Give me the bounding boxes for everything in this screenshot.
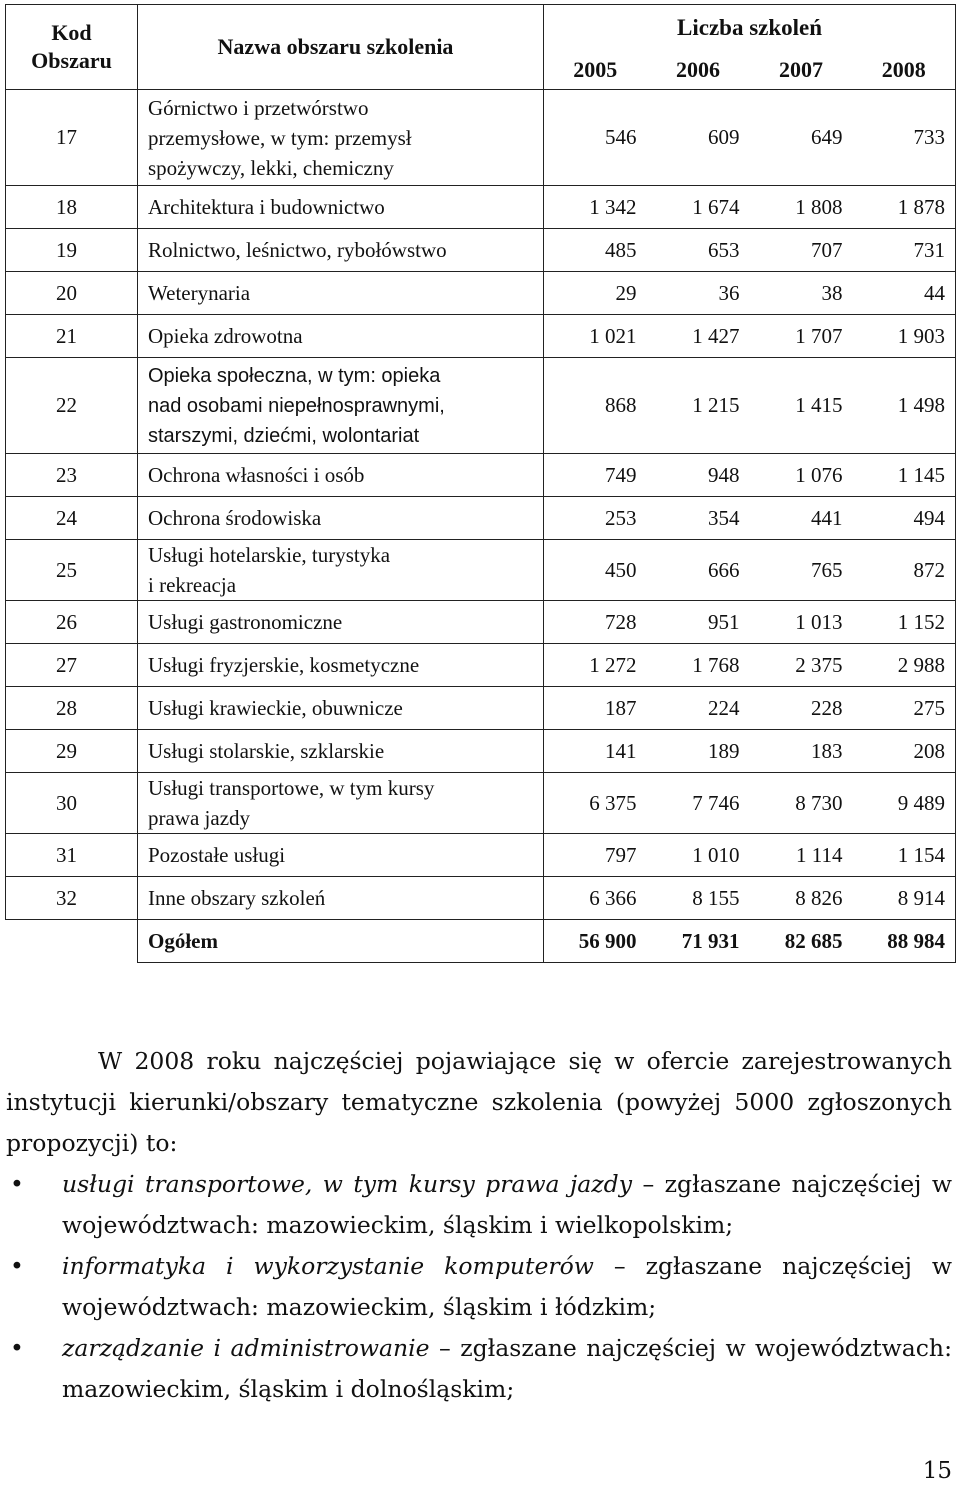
row-value: 494	[853, 497, 956, 540]
row-code: 24	[6, 497, 138, 540]
row-value: 1 076	[750, 454, 853, 497]
row-code: 22	[6, 358, 138, 454]
row-value: 1 154	[853, 834, 956, 877]
row-value: 8 730	[750, 773, 853, 834]
row-value: 1 342	[544, 186, 647, 229]
bullet-icon: •	[10, 1170, 24, 1198]
row-value: 609	[647, 90, 750, 186]
list-item	[6, 1246, 952, 1328]
row-value: 354	[647, 497, 750, 540]
table-row	[6, 497, 956, 540]
total-value: 56 900	[544, 920, 647, 963]
row-name	[138, 644, 544, 687]
row-value: 797	[544, 834, 647, 877]
row-code: 31	[6, 834, 138, 877]
row-value: 8 826	[750, 877, 853, 920]
list-item-topic: zarządzanie i administrowanie	[62, 1334, 430, 1362]
row-value: 187	[544, 687, 647, 730]
row-name-line: nad osobami niepełnosprawnymi,	[148, 394, 445, 417]
row-code: 19	[6, 229, 138, 272]
row-value: 1 010	[647, 834, 750, 877]
header-name: Nazwa obszaru szkolenia	[138, 5, 544, 90]
list-item	[6, 1164, 952, 1246]
row-value: 1 013	[750, 601, 853, 644]
list-item-text: – zgłaszane najczęściej w województwach: mazowieckim, śląskim i wielkopolskim;	[62, 1170, 952, 1239]
row-name-line: Usługi gastronomiczne	[148, 610, 343, 634]
row-name-line: Opieka społeczna, w tym: opieka	[148, 364, 441, 387]
row-value: 9 489	[853, 773, 956, 834]
row-value: 1 215	[647, 358, 750, 454]
row-code: 29	[6, 730, 138, 773]
table-row	[6, 90, 956, 186]
row-name-line: prawa jazdy	[148, 806, 251, 830]
table-row	[6, 229, 956, 272]
row-value: 731	[853, 229, 956, 272]
table-row	[6, 315, 956, 358]
row-code: 28	[6, 687, 138, 730]
row-name-line: starszymi, dziećmi, wolontariat	[148, 424, 420, 447]
header-year: 2008	[853, 51, 956, 90]
row-value: 441	[750, 497, 853, 540]
row-name-line: i rekreacja	[148, 573, 237, 597]
total-blank-cell	[6, 920, 138, 963]
total-label: Ogółem	[138, 920, 544, 963]
body-paragraph: W 2008 roku najczęściej pojawiające się w ofercie zarejestrowanych instytucji kierunki/obszary tematyczne szkolenia (powyżej 5000 zgłoszonych propozycji) to:	[6, 1047, 952, 1157]
total-value: 88 984	[853, 920, 956, 963]
training-table	[5, 4, 956, 963]
table-row	[6, 358, 956, 454]
row-code: 30	[6, 773, 138, 834]
table-row	[6, 834, 956, 877]
row-name	[138, 773, 544, 834]
row-value: 6 366	[544, 877, 647, 920]
row-value: 6 375	[544, 773, 647, 834]
row-name-line: Inne obszary szkoleń	[148, 886, 326, 910]
row-value: 450	[544, 540, 647, 601]
row-value: 183	[750, 730, 853, 773]
row-code: 32	[6, 877, 138, 920]
table-row	[6, 601, 956, 644]
table-row	[6, 644, 956, 687]
row-value: 29	[544, 272, 647, 315]
header-year: 2005	[544, 51, 647, 90]
table-row	[6, 454, 956, 497]
row-value: 733	[853, 90, 956, 186]
table-row	[6, 272, 956, 315]
row-name	[138, 229, 544, 272]
row-name-line: Usługi transportowe, w tym kursy	[148, 776, 435, 800]
row-value: 1 427	[647, 315, 750, 358]
row-value: 1 415	[750, 358, 853, 454]
row-value: 1 145	[853, 454, 956, 497]
row-value: 872	[853, 540, 956, 601]
row-value: 1 903	[853, 315, 956, 358]
row-value: 228	[750, 687, 853, 730]
row-name	[138, 186, 544, 229]
row-value: 728	[544, 601, 647, 644]
row-name	[138, 601, 544, 644]
total-value: 82 685	[750, 920, 853, 963]
list-item-text: – zgłaszane najczęściej w województwach: mazowieckim, śląskim i dolnośląskim;	[62, 1334, 952, 1403]
header-year: 2006	[647, 51, 750, 90]
row-value: 1 878	[853, 186, 956, 229]
row-value: 1 152	[853, 601, 956, 644]
row-code: 23	[6, 454, 138, 497]
row-name	[138, 358, 544, 454]
row-name	[138, 272, 544, 315]
row-value: 1 498	[853, 358, 956, 454]
total-row	[6, 920, 956, 963]
list-item-topic: usługi transportowe, w tym kursy prawa jazdy	[62, 1170, 633, 1198]
table-row	[6, 877, 956, 920]
row-value: 868	[544, 358, 647, 454]
row-value: 224	[647, 687, 750, 730]
row-value: 2 375	[750, 644, 853, 687]
row-value: 1 808	[750, 186, 853, 229]
header-count: Liczba szkoleń	[544, 5, 956, 52]
row-code: 27	[6, 644, 138, 687]
row-value: 749	[544, 454, 647, 497]
row-value: 951	[647, 601, 750, 644]
row-name	[138, 497, 544, 540]
table-row	[6, 730, 956, 773]
row-name-line: Górnictwo i przetwórstwo	[148, 95, 369, 120]
row-name-line: przemysłowe, w tym: przemysł	[148, 125, 412, 150]
row-value: 208	[853, 730, 956, 773]
table-row	[6, 186, 956, 229]
row-name-line: spożywczy, lekki, chemiczny	[148, 155, 394, 180]
row-name-line: Opieka zdrowotna	[148, 324, 303, 348]
row-name	[138, 877, 544, 920]
row-value: 485	[544, 229, 647, 272]
row-name	[138, 540, 544, 601]
row-value: 653	[647, 229, 750, 272]
row-name-line: Rolnictwo, leśnictwo, rybołówstwo	[148, 238, 447, 262]
bullet-list	[6, 1164, 952, 1410]
row-value: 7 746	[647, 773, 750, 834]
row-name	[138, 315, 544, 358]
row-value: 649	[750, 90, 853, 186]
header-code-line2: Obszaru	[31, 48, 112, 73]
row-code: 17	[6, 90, 138, 186]
row-value: 189	[647, 730, 750, 773]
row-code: 21	[6, 315, 138, 358]
row-code: 26	[6, 601, 138, 644]
row-name	[138, 90, 544, 186]
list-item-text: – zgłaszane najczęściej w województwach: mazowieckim, śląskim i łódzkim;	[62, 1252, 952, 1321]
row-value: 8 155	[647, 877, 750, 920]
row-value: 546	[544, 90, 647, 186]
body-section	[6, 1041, 952, 1410]
row-value: 2 988	[853, 644, 956, 687]
row-value: 1 707	[750, 315, 853, 358]
row-name-line: Ochrona środowiska	[148, 506, 322, 530]
row-value: 948	[647, 454, 750, 497]
row-value: 707	[750, 229, 853, 272]
row-value: 765	[750, 540, 853, 601]
row-name	[138, 730, 544, 773]
page-number: 15	[922, 1458, 952, 1484]
row-value: 38	[750, 272, 853, 315]
row-value: 36	[647, 272, 750, 315]
bullet-icon: •	[10, 1334, 24, 1362]
row-name-line: Ochrona własności i osób	[148, 463, 365, 487]
row-value: 1 674	[647, 186, 750, 229]
row-name-line: Weterynaria	[148, 281, 251, 305]
row-name	[138, 454, 544, 497]
row-name-line: Pozostałe usługi	[148, 843, 286, 867]
row-value: 1 768	[647, 644, 750, 687]
row-value: 253	[544, 497, 647, 540]
table-row	[6, 687, 956, 730]
row-name-line: Usługi hotelarskie, turystyka	[148, 543, 391, 567]
bullet-icon: •	[10, 1252, 24, 1280]
table-row	[6, 540, 956, 601]
row-value: 1 021	[544, 315, 647, 358]
row-code: 18	[6, 186, 138, 229]
row-name-line: Architektura i budownictwo	[148, 195, 385, 219]
header-year: 2007	[750, 51, 853, 90]
list-item-topic: informatyka i wykorzystanie komputerów	[62, 1252, 594, 1280]
row-value: 8 914	[853, 877, 956, 920]
row-code: 20	[6, 272, 138, 315]
row-value: 141	[544, 730, 647, 773]
list-item	[6, 1328, 952, 1410]
row-value: 1 114	[750, 834, 853, 877]
row-code: 25	[6, 540, 138, 601]
header-code-line1: Kod	[51, 20, 92, 45]
row-name-line: Usługi fryzjerskie, kosmetyczne	[148, 653, 420, 677]
row-value: 275	[853, 687, 956, 730]
row-value: 666	[647, 540, 750, 601]
row-name	[138, 687, 544, 730]
row-name	[138, 834, 544, 877]
row-name-line: Usługi krawieckie, obuwnicze	[148, 696, 403, 720]
header-code	[6, 5, 138, 90]
row-name-line: Usługi stolarskie, szklarskie	[148, 739, 385, 763]
row-value: 1 272	[544, 644, 647, 687]
total-value: 71 931	[647, 920, 750, 963]
row-value: 44	[853, 272, 956, 315]
table-row	[6, 773, 956, 834]
